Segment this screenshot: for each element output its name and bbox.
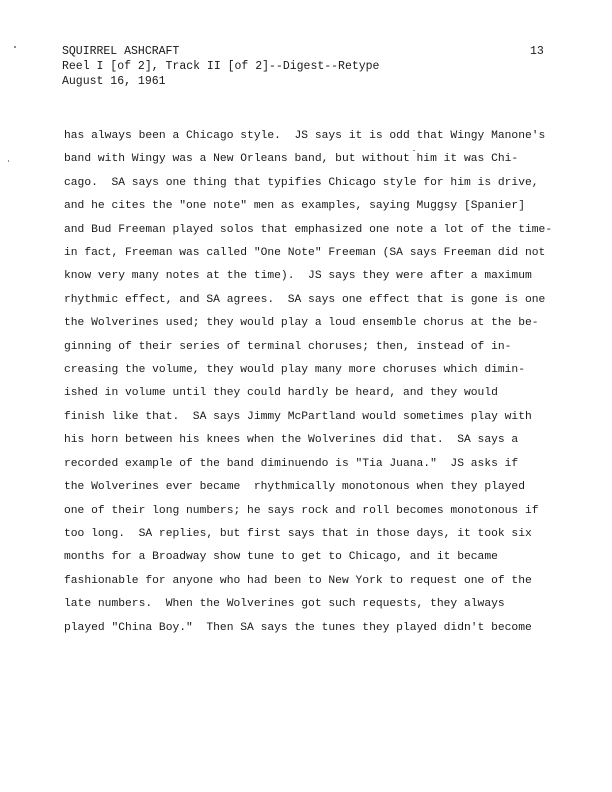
text-line: fashionable for anyone who had been to New York to request one of the xyxy=(64,574,532,587)
transcript-body xyxy=(64,125,584,640)
text-line: played "China Boy." Then SA says the tunes they played didn't become xyxy=(64,621,532,634)
text-line: the Wolverines ever became rhythmically monotonous when they played xyxy=(64,481,525,494)
scan-speck xyxy=(14,46,16,48)
text-line: too long. SA replies, but first says that in those days, it took six xyxy=(64,527,532,540)
text-line: and he cites the "one note" men as examples, saying Muggsy [Spanier] xyxy=(64,200,525,213)
text-line: ished in volume until they could hardly be heard, and they would xyxy=(64,387,498,400)
text-line: ginning of their series of terminal choruses; then, instead of in- xyxy=(64,340,512,353)
text-line: in fact, Freeman was called "One Note" Freeman (SA says Freeman did not xyxy=(64,247,546,260)
text-line: cago. SA says one thing that typifies Chicago style for him is drive, xyxy=(64,176,539,189)
text-line: one of their long numbers; he says rock and roll becomes monotonous if xyxy=(64,504,539,517)
page-number: 13 xyxy=(530,45,544,58)
text-line: rhythmic effect, and SA agrees. SA says one effect that is gone is one xyxy=(64,293,546,306)
text-line: band with Wingy was a New Orleans band, but without him it was Chi- xyxy=(64,153,519,166)
text-line: his horn between his knees when the Wolverines did that. SA says a xyxy=(64,434,519,447)
document-header xyxy=(62,44,552,89)
text-line: know very many notes at the time). JS says they were after a maximum xyxy=(64,270,532,283)
scan-speck xyxy=(8,160,9,162)
text-line: and Bud Freeman played solos that emphasized one note a lot of the time- xyxy=(64,223,553,236)
reel-track-info: Reel I [of 2], Track II [of 2]--Digest--Retype xyxy=(62,60,380,73)
text-line: late numbers. When the Wolverines got such requests, they always xyxy=(64,598,505,611)
text-line: creasing the volume, they would play many more choruses which dimin- xyxy=(64,364,525,377)
text-line: recorded example of the band diminuendo is "Tia Juana." JS asks if xyxy=(64,457,519,470)
interview-date: August 16, 1961 xyxy=(62,75,166,88)
text-line: the Wolverines used; they would play a loud ensemble chorus at the be- xyxy=(64,317,539,330)
text-line: finish like that. SA says Jimmy McPartland would sometimes play with xyxy=(64,410,532,423)
interviewee-name: SQUIRREL ASHCRAFT xyxy=(62,45,180,58)
text-line: months for a Broadway show tune to get to Chicago, and it became xyxy=(64,551,498,564)
text-line: has always been a Chicago style. JS says it is odd that Wingy Manone's xyxy=(64,130,546,142)
